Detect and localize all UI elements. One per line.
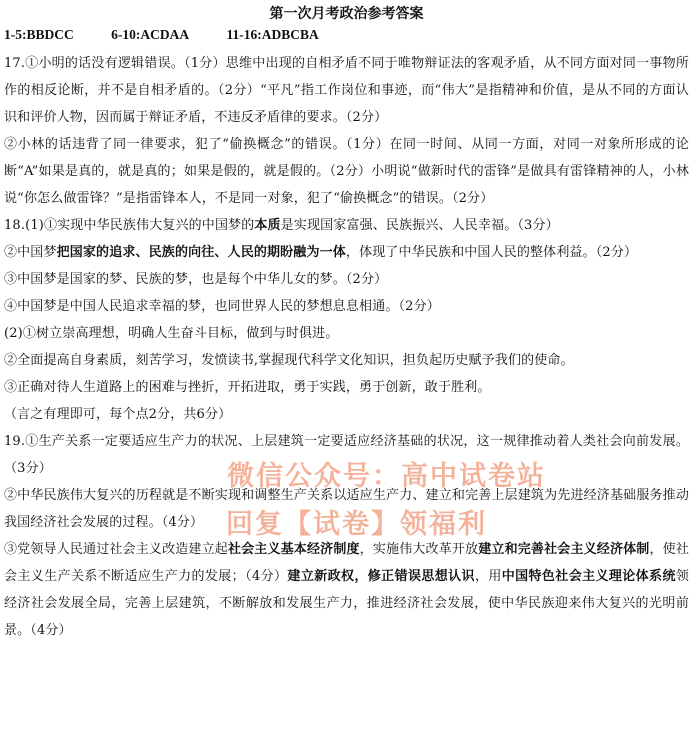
q19-point3-bold-f: 建立新政权，修正错误思想认识 xyxy=(287,569,475,584)
page-title: 第一次月考政治参考答案 xyxy=(269,6,424,22)
q19-point3-text-c: ，实施伟大改革开放 xyxy=(359,542,479,557)
watermark-line2: 回复【试卷】领福利 xyxy=(226,509,487,540)
q18-2-point2: ②全面提高自身素质，刻苦学习，发愤读书,掌握现代科学文化知识，担负起历史赋予我们的使命。 xyxy=(4,353,574,368)
q18-1-point2-text-c: ，体现了中华民族和中国人民的整体利益。（2分） xyxy=(345,245,638,260)
q18-2-point1: (2)①树立崇高理想，明确人生奋斗目标，做到与时俱进。 xyxy=(4,326,339,341)
q18-1-point2-bold: 把国家的追求、民族的向往、人民的期盼融为一体 xyxy=(56,245,346,260)
multiple-choice-answers xyxy=(4,24,689,50)
q17-part1: 17.①小明的话没有逻辑错误。（1分）思维中出现的自相矛盾不同于唯物辩证法的客观矛盾，从不同方面对同一事物所作的相反论断，并不是自相矛盾的。（2分）“平凡”指工作岗位和事迹，而“伟大”是指精神和价值，是从不同的方面认识和评价人物，因而属于辩证矛盾，不违反矛盾律的要求。（2分） xyxy=(4,56,689,125)
watermark-line1: 微信公众号：高中试卷站 xyxy=(227,461,546,492)
q19-point3 xyxy=(4,536,689,644)
q18-1-point1 xyxy=(4,212,689,239)
q19-point3-text-e: ，使社会主义生产关系不断适应生产力的发展；（4分） xyxy=(4,542,689,584)
q18-1-point3: ③中国梦是国家的梦、民族的梦，也是每个中华儿女的梦。（2分） xyxy=(4,272,388,287)
answers-6-10: 6-10:ACDAA xyxy=(111,27,190,42)
q19-point2: ②中华民族伟大复兴的历程就是不断实现和调整生产关系以适应生产力、建立和完善上层建筑为先进经济基础服务推动我国经济社会发展的过程。（4分） xyxy=(4,488,689,530)
q18-1-point2 xyxy=(4,239,689,266)
q19-point3-text-g: ，用 xyxy=(474,569,502,584)
answers-1-5: 1-5:BBDCC xyxy=(4,27,74,42)
q18-2-note: （言之有理即可，每个点2分，共6分） xyxy=(4,407,232,422)
q19-point3-bold-h: 中国特色社会主义理论体系统 xyxy=(501,569,676,584)
q18-1-point4: ④中国梦是中国人民追求幸福的梦，也同世界人民的梦想息息相通。（2分） xyxy=(4,299,440,314)
q17-part2: ②小林的话违背了同一律要求，犯了“偷换概念”的错误。（1分）在同一时间、从同一方面，对同一对象所形成的论断“A”如果是真的，就是真的；如果是假的，就是假的。（2分）小明说“做新时代的雷锋”是做具有雷锋精神的人，小林说“你怎么做雷锋？”是指雷锋本人，不是同一对象，犯了“偷换概念”的错误。（2分） xyxy=(4,137,689,206)
q19-point3-bold-b: 社会主义基本经济制度 xyxy=(227,542,360,557)
q19-point1: 19.①生产关系一定要适应生产力的状况、上层建筑一定要适应经济基础的状况，这一规律推动着人类社会向前发展。（3分） xyxy=(4,434,689,476)
q18-2-point3: ③正确对待人生道路上的困难与挫折，开拓进取，勇于实践，勇于创新，敢于胜利。 xyxy=(4,380,491,395)
q19-point3-text-i: 领经济社会发展全局，完善上层建筑，不断解放和发展生产力，推进经济社会发展，使中华民族迎来伟大复兴的光明前景。（4分） xyxy=(4,569,689,638)
q18-1-point1-text-c: 是实现国家富强、民族振兴、人民幸福。（3分） xyxy=(280,218,559,233)
q18-1-point1-text-a: 18.(1)①实现中华民族伟大复兴的中国梦的 xyxy=(4,218,255,233)
q19-point3-bold-d: 建立和完善社会主义经济体制 xyxy=(478,542,650,557)
q18-1-point1-bold: 本质 xyxy=(254,218,281,233)
q19-point3-text-a: ③党领导人民通过社会主义改造建立起 xyxy=(4,542,228,557)
answers-11-16: 11-16:ADBCBA xyxy=(226,27,319,42)
q18-1-point2-text-a: ②中国梦 xyxy=(4,245,57,260)
